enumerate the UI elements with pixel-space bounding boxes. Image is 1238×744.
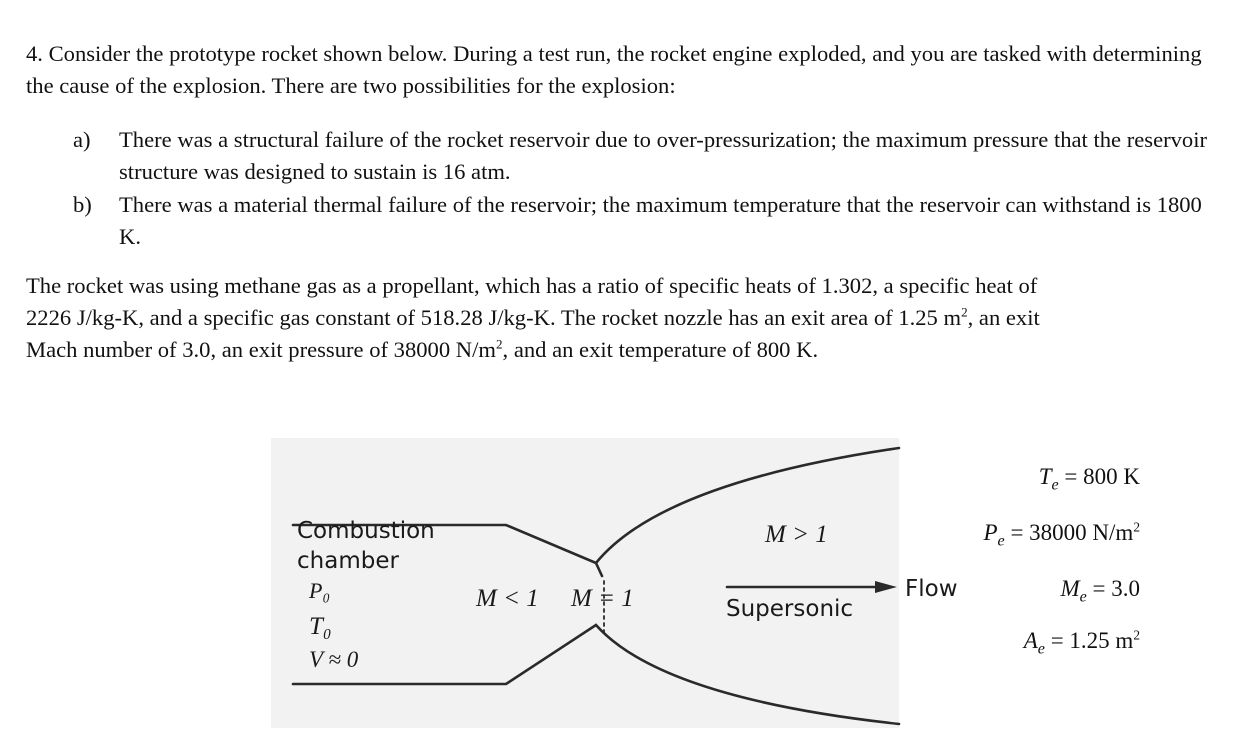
stagnation-temperature-label: T₀ <box>309 613 332 640</box>
exit-mach-subscript: e <box>1079 588 1087 606</box>
pressure-exponent: 2 <box>495 336 503 352</box>
paragraph-line-2-b: , an exit <box>967 305 1040 330</box>
supersonic-mach-label: M > 1 <box>765 521 828 548</box>
option-b <box>26 189 1221 253</box>
flow-label: Flow <box>905 576 958 602</box>
exit-temperature-symbol: T <box>1038 464 1052 489</box>
supersonic-label: Supersonic <box>726 596 854 622</box>
option-b-text: There was a material thermal failure of the reservoir; the maximum temperature that the reservoir can withstand is 1800 K. <box>119 192 1202 249</box>
velocity-label: V ≈ 0 <box>309 647 359 672</box>
exit-temperature-value: = 800 K <box>1058 464 1140 489</box>
failure-options <box>26 124 1221 253</box>
area-exponent: 2 <box>961 304 968 320</box>
chamber-label-line1: Combustion <box>297 518 435 544</box>
option-b-letter: b) <box>73 192 92 217</box>
propellant-paragraph <box>26 270 1221 366</box>
flow-arrow-head <box>875 581 897 593</box>
chamber-label-line2: chamber <box>297 548 399 574</box>
exit-temperature-subscript: e <box>1051 476 1059 494</box>
exit-pressure-value: = 38000 N/m <box>1004 520 1134 545</box>
subsonic-mach-label: M < 1 <box>476 585 539 612</box>
paragraph-line-1: The rocket was using methane gas as a propellant, which has a ratio of specific heats of 1.302, a specific heat of <box>26 273 1038 298</box>
exit-area-subscript: e <box>1037 640 1045 658</box>
paragraph-line-3 <box>26 334 1221 366</box>
exit-pressure-exponent: 2 <box>1133 519 1140 535</box>
option-a <box>26 124 1221 188</box>
exit-pressure-symbol: P <box>983 520 998 545</box>
exit-temperature <box>1038 464 1140 494</box>
throat-mach-label: M = 1 <box>571 585 634 612</box>
paragraph-line-2-a: 2226 J/kg-K, and a specific gas constant of 518.28 J/kg-K. The rocket nozzle has an exit area of 1.25 m <box>26 305 962 330</box>
exit-pressure <box>983 519 1140 550</box>
throat-upper-marker <box>596 563 602 576</box>
nozzle-figure <box>271 438 958 728</box>
problem-statement <box>26 38 1221 362</box>
exit-pressure-subscript: e <box>997 532 1005 550</box>
exit-area-symbol: A <box>1023 628 1038 653</box>
paragraph-line-3-b: , and an exit temperature of 800 K. <box>502 337 819 362</box>
exit-mach <box>1060 576 1140 606</box>
exit-mach-value: = 3.0 <box>1086 576 1140 601</box>
exit-area <box>1023 627 1140 658</box>
paragraph-line-2 <box>26 302 1221 334</box>
exit-mach-symbol: M <box>1060 576 1080 601</box>
paragraph-line-3-a: Mach number of 3.0, an exit pressure of 38000 N/m <box>26 337 496 362</box>
problem-intro: 4. Consider the prototype rocket shown below. During a test run, the rocket engine exploded, and you are tasked with determining the cause of the explosion. There are two possibilities for the explosion: <box>26 41 1202 98</box>
stagnation-pressure-label: P₀ <box>309 578 331 603</box>
option-a-text: There was a structural failure of the rocket reservoir due to over-pressurization; the maximum pressure that the reservoir structure was designed to sustain is 16 atm. <box>119 127 1208 184</box>
exit-area-value: = 1.25 m <box>1044 628 1134 653</box>
nozzle-lower-wall <box>293 625 899 724</box>
exit-area-exponent: 2 <box>1133 627 1140 643</box>
nozzle-diagram <box>271 438 899 728</box>
option-a-letter: a) <box>73 127 91 152</box>
